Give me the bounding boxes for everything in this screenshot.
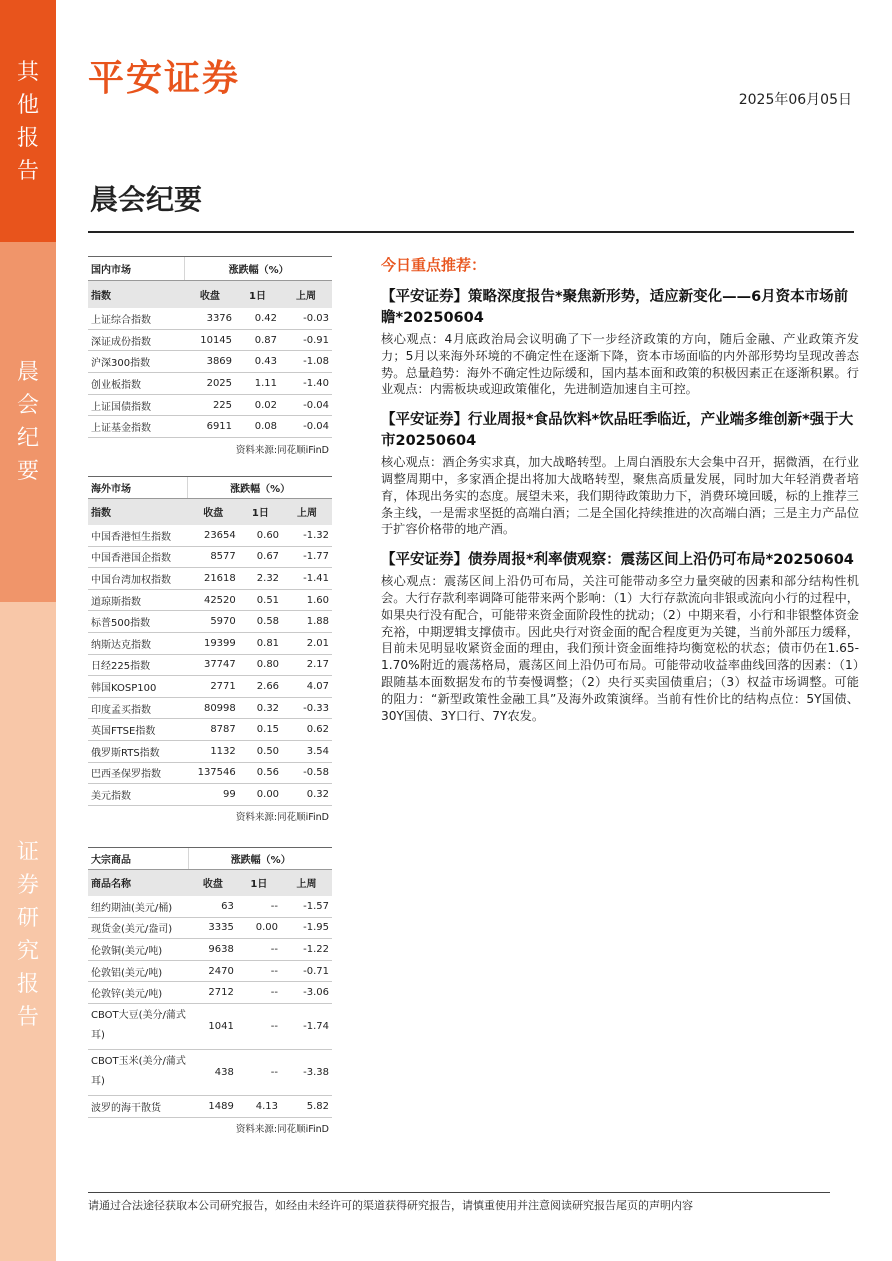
page-title: 晨会纪要 [90,183,203,216]
row-close: 2470 [189,960,237,982]
article [381,410,859,538]
col-header: 指数 [88,499,188,525]
row-close: 3335 [189,917,237,939]
row-name: 伦敦铝(美元/吨) [88,960,189,982]
row-week: -1.40 [280,373,332,395]
article-body: 核心观点：4月底政治局会议明确了下一步经济政策的方向，随后金融、产业政策齐发力；5月以来海外环境的不确定性在逐渐下降，资本市场面临的内外部形势均呈现改善态势。总量趋势：海外不确定性边际缓和，国内基本面和政策的积极因素正在逐渐积累。行业观点：内需板块或迎政策催化，先进制造加速自主可控。 [381,332,859,397]
sidebar-char: 晨 会 纪 要 [16,360,39,484]
row-1d: 2.32 [239,568,282,590]
sidebar-label-other [0,56,56,188]
row-1d: 0.00 [237,917,281,939]
col-header: 收盘 [189,870,237,896]
row-name: CBOT大豆(美分/蒲式耳) [88,1003,189,1049]
sidebar [0,0,56,1261]
table-row [88,719,332,741]
sidebar-char: 证 券 研 究 报 告 [16,840,39,1030]
row-close: 5970 [188,611,239,633]
row-close: 1489 [189,1095,237,1117]
row-1d: 0.15 [239,719,282,741]
article [381,287,859,398]
row-name: 印度孟买指数 [88,697,188,719]
article-title: 【平安证券】行业周报*食品饮料*饮品旺季临近，产业端多维创新*强于大市20250604 [381,412,854,450]
sidebar-segment-research [0,602,56,1261]
sidebar-char: 其 他 报 告 [16,60,39,184]
table-row [88,1095,332,1117]
col-header: 1日 [239,499,282,525]
commodities-table [88,847,332,1139]
row-week: -0.71 [281,960,332,982]
table-row [88,676,332,698]
col-header: 1日 [237,870,281,896]
table-section-label: 海外市场 [88,477,188,499]
row-week: 1.88 [282,611,332,633]
row-name: 伦敦铜(美元/吨) [88,939,189,961]
col-header: 指数 [88,281,185,308]
row-week: -0.58 [282,762,332,784]
row-1d: 2.66 [239,676,282,698]
row-week: 2.01 [282,632,332,654]
row-close: 63 [189,896,237,918]
article-body: 核心观点：震荡区间上沿仍可布局，关注可能带动多空力量突破的因素和部分结构性机会。大行存款利率调降可能带来两个影响：（1）大行存款流向非银或流向小行的过程中，如果央行没有配合，可能带来资金面阶段性的扰动；（2）中期来看，小行和非银整体资金充裕，中期逻辑支撑债市。因此央行对资金面的配合程度更为关键，当前外部压力缓释，目前未见明显收紧资金面的理由，我们预计资金面维持均衡宽松的状态；债市仍在1.65-1.70%附近的震荡格局，震荡区间上沿仍可布局。可能带动收益率曲线回落的因素：（1）跟随基本面数据发布的节奏慢调整；（2）央行买卖国债重启；（3）权益市场调整。可能的阻力：“新型政策性金融工具”及海外政策演绎。当前有性价比的结构点位：5Y国债、30Y国债、3Y口行、7Y农发。 [381,574,859,723]
table-row [88,982,332,1004]
row-week: 3.54 [282,740,332,762]
row-close: 3869 [185,351,235,373]
table-row [88,917,332,939]
row-week: -1.74 [281,1003,332,1049]
table-row [88,546,332,568]
table-section-label: 国内市场 [88,257,185,281]
col-header: 上周 [280,281,332,308]
row-week: -0.04 [280,416,332,438]
row-1d: 0.60 [239,525,282,547]
row-week: -1.32 [282,525,332,547]
sidebar-label-morning [0,356,56,488]
table-row [88,740,332,762]
col-header: 收盘 [185,281,235,308]
table-source: 资料来源:同花顺iFinD [235,1124,329,1136]
row-1d: 0.02 [235,394,280,416]
row-week: -0.03 [280,308,332,330]
row-1d: 0.87 [235,329,280,351]
table-row [88,416,332,438]
table-row [88,373,332,395]
row-name: 韩国KOSP100 [88,676,188,698]
row-name: 中国香港国企指数 [88,546,188,568]
row-week: -0.04 [280,394,332,416]
row-1d: 0.00 [239,784,282,806]
row-name: 中国香港恒生指数 [88,525,188,547]
row-name: 日经225指数 [88,654,188,676]
row-week: -0.33 [282,697,332,719]
row-name: CBOT玉米(美分/蒲式耳) [88,1049,189,1095]
table-row [88,762,332,784]
row-1d: -- [237,1049,281,1095]
table-row [88,632,332,654]
row-week: 1.60 [282,589,332,611]
row-close: 19399 [188,632,239,654]
row-close: 2025 [185,373,235,395]
row-1d: 0.43 [235,351,280,373]
row-close: 37747 [188,654,239,676]
col-header: 1日 [235,281,280,308]
row-close: 3376 [185,308,235,330]
table-row [88,1003,332,1049]
row-close: 8577 [188,546,239,568]
row-close: 9638 [189,939,237,961]
row-close: 6911 [185,416,235,438]
row-name: 伦敦锌(美元/吨) [88,982,189,1004]
row-close: 2771 [188,676,239,698]
row-week: 2.17 [282,654,332,676]
domestic-market-table [88,256,332,460]
row-name: 创业板指数 [88,373,185,395]
article [381,550,859,724]
row-week: -3.38 [281,1049,332,1095]
row-name: 纳斯达克指数 [88,632,188,654]
row-week: -0.91 [280,329,332,351]
row-1d: -- [237,1003,281,1049]
row-1d: 0.56 [239,762,282,784]
row-week: -1.22 [281,939,332,961]
title-divider [88,231,854,233]
row-name: 现货金(美元/盎司) [88,917,189,939]
row-name: 道琼斯指数 [88,589,188,611]
row-close: 80998 [188,697,239,719]
row-week: -1.41 [282,568,332,590]
table-row [88,697,332,719]
row-close: 1132 [188,740,239,762]
row-1d: -- [237,982,281,1004]
row-week: 5.82 [281,1095,332,1117]
row-1d: 0.08 [235,416,280,438]
row-name: 标普500指数 [88,611,188,633]
row-1d: 4.13 [237,1095,281,1117]
row-name: 美元指数 [88,784,188,806]
report-date: 2025年06月05日 [738,92,852,108]
row-1d: 0.81 [239,632,282,654]
row-close: 137546 [188,762,239,784]
row-close: 10145 [185,329,235,351]
change-header: 涨跌幅（%） [189,848,332,870]
row-week: -1.08 [280,351,332,373]
overseas-market-table [88,476,332,827]
company-logo: 平安证券 [88,58,241,99]
row-name: 上证综合指数 [88,308,185,330]
table-row [88,654,332,676]
table-row [88,589,332,611]
row-close: 438 [189,1049,237,1095]
table-row [88,939,332,961]
row-close: 1041 [189,1003,237,1049]
table-row [88,784,332,806]
row-name: 巴西圣保罗指数 [88,762,188,784]
table-row [88,351,332,373]
article-title: 【平安证券】策略深度报告*聚焦新形势，适应新变化——6月资本市场前瞻*20250604 [381,289,849,326]
row-name: 上证基金指数 [88,416,185,438]
table-row [88,611,332,633]
row-name: 英国FTSE指数 [88,719,188,741]
row-1d: 1.11 [235,373,280,395]
row-close: 2712 [189,982,237,1004]
article-body: 核心观点：酒企务实求真，加大战略转型。上周白酒股东大会集中召开，据微酒，在行业调整周期中，多家酒企提出将加大战略转型，聚焦高质量发展，同时加大年轻消费者培育，体现出务实的态度。展望未来，我们期待政策助力下，消费环境回暖，标的上推荐三条主线，一是需求坚挺的高端白酒；二是全国化持续推进的次高端白酒；三是主力产品位于扩容价格带的地产酒。 [381,455,859,537]
row-week: 0.32 [282,784,332,806]
change-header: 涨跌幅（%） [188,477,332,499]
row-1d: 0.50 [239,740,282,762]
row-week: -1.95 [281,917,332,939]
table-row [88,394,332,416]
row-week: -3.06 [281,982,332,1004]
row-name: 上证国债指数 [88,394,185,416]
sidebar-label-research [0,836,56,1034]
col-header: 收盘 [188,499,239,525]
table-row [88,1049,332,1095]
section-heading: 今日重点推荐： [381,256,487,274]
row-1d: -- [237,896,281,918]
article-title: 【平安证券】债券周报*利率债观察：震荡区间上沿仍可布局*20250604 [381,552,854,569]
row-close: 8787 [188,719,239,741]
table-row [88,329,332,351]
row-close: 23654 [188,525,239,547]
row-1d: -- [237,939,281,961]
change-header: 涨跌幅（%） [185,257,332,281]
table-source: 资料来源:同花顺iFinD [235,812,329,824]
row-week: 0.62 [282,719,332,741]
row-name: 波罗的海干散货 [88,1095,189,1117]
table-row [88,960,332,982]
row-1d: 0.67 [239,546,282,568]
row-name: 纽约期油(美元/桶) [88,896,189,918]
row-name: 沪深300指数 [88,351,185,373]
table-row [88,308,332,330]
footer-divider [88,1192,830,1193]
table-row [88,568,332,590]
row-1d: 0.80 [239,654,282,676]
row-1d: 0.42 [235,308,280,330]
row-week: -1.77 [282,546,332,568]
row-name: 深证成份指数 [88,329,185,351]
recommendations [381,254,859,736]
footer-disclaimer: 请通过合法途径获取本公司研究报告，如经由未经许可的渠道获得研究报告，请慎重使用并注意阅读研究报告尾页的声明内容 [88,1199,693,1212]
row-name: 中国台湾加权指数 [88,568,188,590]
sidebar-segment-other [0,0,56,242]
row-close: 42520 [188,589,239,611]
row-week: -1.57 [281,896,332,918]
col-header: 商品名称 [88,870,189,896]
col-header: 上周 [282,499,332,525]
row-close: 99 [188,784,239,806]
col-header: 上周 [281,870,332,896]
row-1d: 0.58 [239,611,282,633]
row-1d: 0.51 [239,589,282,611]
row-1d: -- [237,960,281,982]
row-close: 225 [185,394,235,416]
row-1d: 0.32 [239,697,282,719]
table-section-label: 大宗商品 [88,848,189,870]
sidebar-segment-morning [0,242,56,602]
row-close: 21618 [188,568,239,590]
table-row [88,525,332,547]
table-source: 资料来源:同花顺iFinD [235,444,329,456]
row-week: 4.07 [282,676,332,698]
table-row [88,896,332,918]
row-name: 俄罗斯RTS指数 [88,740,188,762]
